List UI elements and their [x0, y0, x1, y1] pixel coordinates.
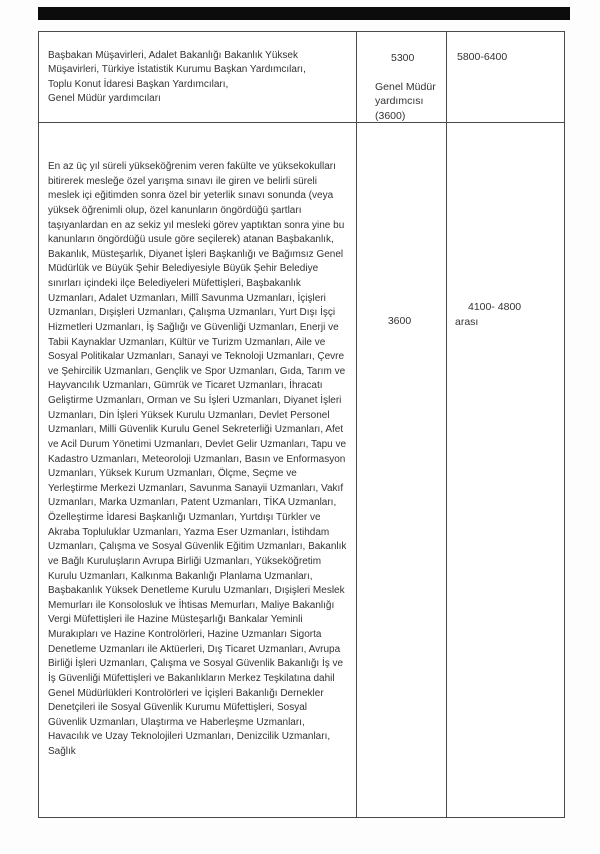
row2-grade-cell — [357, 123, 447, 817]
description-line: Toplu Konut İdaresi Başkan Yardımcıları, — [48, 78, 229, 90]
scan-top-black-strip — [38, 7, 570, 20]
description-line: Genel Müdür yardımcıları — [48, 93, 161, 105]
description-line: Başbakan Müşavirleri, Adalet Bakanlığı Bakanlık Yüksek — [48, 50, 298, 61]
row1-range-cell — [447, 32, 564, 123]
row1-grade-cell — [357, 32, 447, 123]
grade-value: 3600 — [387, 315, 412, 327]
grade-value: 5300 — [391, 52, 415, 64]
range-suffix: arası — [455, 316, 479, 328]
description-text: En az üç yıl süreli yükseköğrenim veren fakülte ve yüksekokulları bitirerek mesleğe özel yarışma sınavı ile giren ve belirli süreli meslek içi eğitimden sonra özel bir yeterlik sınavı sonunda (veya yüksek öğrenimli olup, özel kanunların öngördüğü şartları taşıyanlardan en az sekiz yıl mesleki görev yaptıktan sonra yine bu kanunların öngördüğü usule göre seçilerek) atanan Başbakanlık, Bakanlık, Müsteşarlık, Diyanet İşleri Başkanlığı ve Bağımsız Genel Müdürlük ve Büyük Şehir Belediyesiyle Büyük Şehir Belediye sınırları içindeki ilçe Belediyeleri Müfettişleri, Başbakanlık Uzmanları, Adalet Uzmanları, Millî Savunma Uzmanları, İçişleri Uzmanları, Dışişleri Uzmanları, Çalışma Uzmanları, Yurt Dışı İşçi Hizmetleri Uzmanları, İş Sağlığı ve Güvenliği Uzmanları, Enerji ve Tabii Kaynaklar Uzmanları, Kültür ve Turizm Uzmanları, Aile ve Sosyal Politikalar Uzmanları, Sanayi ve Teknoloji Uzmanları, Çevre ve Şehircilik Uzmanları, Gençlik ve Spor Uzmanları, Gıda, Tarım ve Hayvancılık Uzmanları, Gümrük ve Ticaret Uzmanları, İhracatı Geliştirme Uzmanları, Orman ve Su İşleri Uzmanları, Diyanet İşleri Uzmanları, Din İşleri Yüksek Kurulu Uzmanları, Devlet Personel Uzmanları, Milli Güvenlik Kurulu Genel Sekreterliği Uzmanları, Afet ve Acil Durum Yönetimi Uzmanları, Devlet Gelir Uzmanları, Tapu ve Kadastro Uzmanları, Meteoroloji Uzmanları, Basın ve Enformasyon Uzmanları, Yüksek Kurum Uzmanları, Ölçme, Seçme ve Yerleştirme Merkezi Uzmanları, Savunma Sanayii Uzmanları, Vakıf Uzmanları, Marka Uzmanları, Patent Uzmanları, TİKA Uzmanları, Özelleştirme İdaresi Başkanlığı Uzmanları, Yurtdışı Türkler ve Akraba Topluluklar Uzmanları, Yazma Eser Uzmanları, İstihdam Uzmanları, Çalışma ve Sosyal Güvenlik Eğitim Uzmanları, Bakanlık ve Bağlı Kuruluşların Avrupa Birliği Uzmanları, Yükseköğretim Kurulu Uzmanları, Kalkınma Bakanlığı Planlama Uzmanları, Başbakanlık Yüksek Denetleme Kurulu Uzmanları, Dışişleri Meslek Memurları ile Konsolosluk ve İhtisas Memurları, Maliye Bakanlığı Vergi Müfettişleri ile Hazine Müsteşarlığı Bankalar Yeminli Murakıpları ve Hazine Kontrolörleri, Hazine Uzmanları Sigorta Denetleme Uzmanları ile Aktüerleri, Dış Ticaret Uzmanları, Avrupa Birliği İşleri Uzmanları, Çalışma ve Sosyal Güvenlik Bakanlığı İş ve İş Güvenliği Müfettişleri ve Bakanlıkların Merkez Teşkilatına dahil Genel Müdürlükleri Kontrolörleri ve İçişleri Bakanlığı Dernekler Denetçileri ile Sosyal Güvenlik Kurumu Müfettişleri, Sosyal Güvenlik Uzmanları, Ulaştırma ve Haberleşme Uzmanları, Havacılık ve Uzay Teknolojileri Uzmanları, Denizcilik Uzmanları, Sağlık — [48, 161, 347, 757]
row2-range-cell — [447, 123, 564, 817]
range-value: 4100- 4800 — [468, 301, 522, 313]
grade-note: Genel Müdür yardımcısı (3600) — [375, 80, 436, 122]
range-value: 5800-6400 — [457, 51, 508, 63]
row1-description-cell — [39, 32, 357, 123]
salary-grade-table — [38, 31, 565, 818]
description-line: Müşavirleri, Türkiye İstatistik Kurumu Başkan Yardımcıları, — [48, 64, 306, 76]
row2-description-cell — [39, 123, 357, 817]
